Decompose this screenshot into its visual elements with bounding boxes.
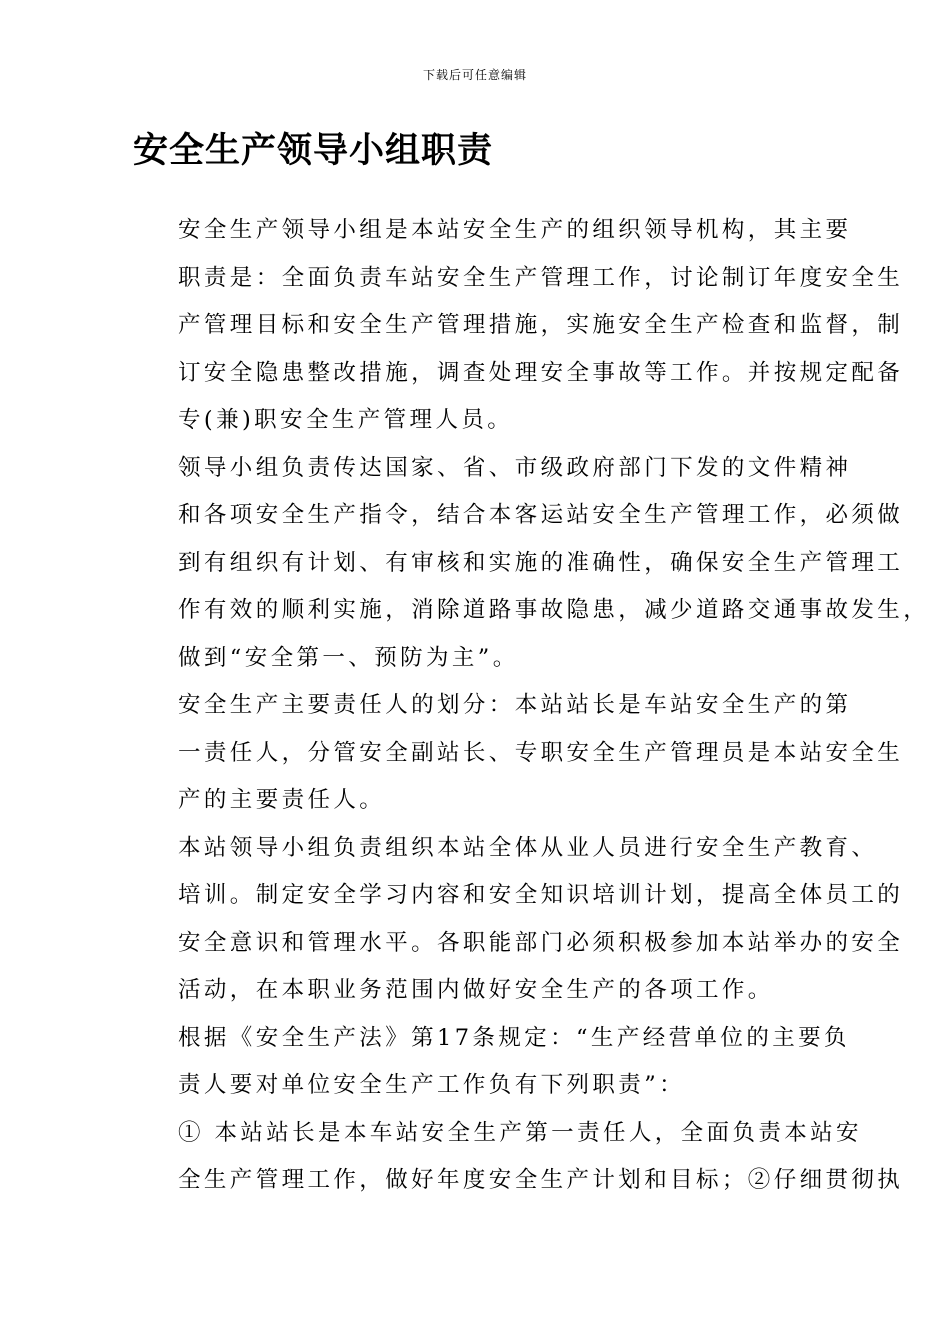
text-line: 一责任人，分管安全副站长、专职安全生产管理员是本站安全生 xyxy=(178,739,904,766)
paragraph-duty-list xyxy=(133,1110,904,1205)
paragraph-responsibility-division xyxy=(133,682,904,825)
document-body xyxy=(133,207,930,1205)
text-line: 订安全隐患整改措施，调查处理安全事故等工作。并按规定配备 xyxy=(178,359,904,386)
text-line: 到有组织有计划、有审核和实施的准确性，确保安全生产管理工 xyxy=(178,549,904,576)
text-line: 作有效的顺利实施，消除道路事故隐患，减少道路交通事故发生， xyxy=(178,597,930,623)
text-line: 安全生产领导小组是本站安全生产的组织领导机构，其主要 xyxy=(178,217,852,243)
text-line: 全生产管理工作，做好年度安全生产计划和目标；②仔细贯彻执 xyxy=(178,1167,904,1193)
paragraph-safety-training xyxy=(133,825,904,1015)
text-line: 根据《安全生产法》第17条规定：“生产经营单位的主要负 xyxy=(178,1024,850,1051)
text-line: 专(兼)职安全生产管理人员。 xyxy=(178,407,514,433)
document-title: 安全生产领导小组职责 xyxy=(133,131,494,171)
page-header-note: 下载后可任意编辑 xyxy=(422,68,527,82)
text-line: 活动，在本职业务范围内做好安全生产的各项工作。 xyxy=(178,977,774,1003)
text-line: 责人要对单位安全生产工作负有下列职责”： xyxy=(178,1072,686,1098)
text-line: 本站领导小组负责组织本站全体从业人员进行安全生产教育、 xyxy=(178,834,878,861)
text-line: 和各项安全生产指令，结合本客运站安全生产管理工作，必须做 xyxy=(178,502,904,528)
text-line: 安全生产主要责任人的划分：本站站长是车站安全生产的第 xyxy=(178,692,852,718)
paragraph-safety-law-article xyxy=(133,1015,850,1110)
text-line: 安全意识和管理水平。各职能部门必须积极参加本站举办的安全 xyxy=(178,929,904,956)
text-line: 培训。制定安全学习内容和安全知识培训计划，提高全体员工的 xyxy=(178,882,904,908)
text-line: 做到“安全第一、预防为主”。 xyxy=(178,644,519,671)
text-line: 产的主要责任人。 xyxy=(178,787,386,813)
paragraph-policy-transmission xyxy=(133,445,930,683)
text-line: 产管理目标和安全生产管理措施，实施安全生产检查和监督，制 xyxy=(178,312,904,338)
text-line: 职责是：全面负责车站安全生产管理工作，讨论制订年度安全生 xyxy=(178,264,904,291)
text-line: 领导小组负责传达国家、省、市级政府部门下发的文件精神 xyxy=(178,454,852,481)
paragraph-leadership-group-duties xyxy=(133,207,904,445)
text-line: ① 本站站长是本车站安全生产第一责任人，全面负责本站安 xyxy=(178,1119,862,1146)
